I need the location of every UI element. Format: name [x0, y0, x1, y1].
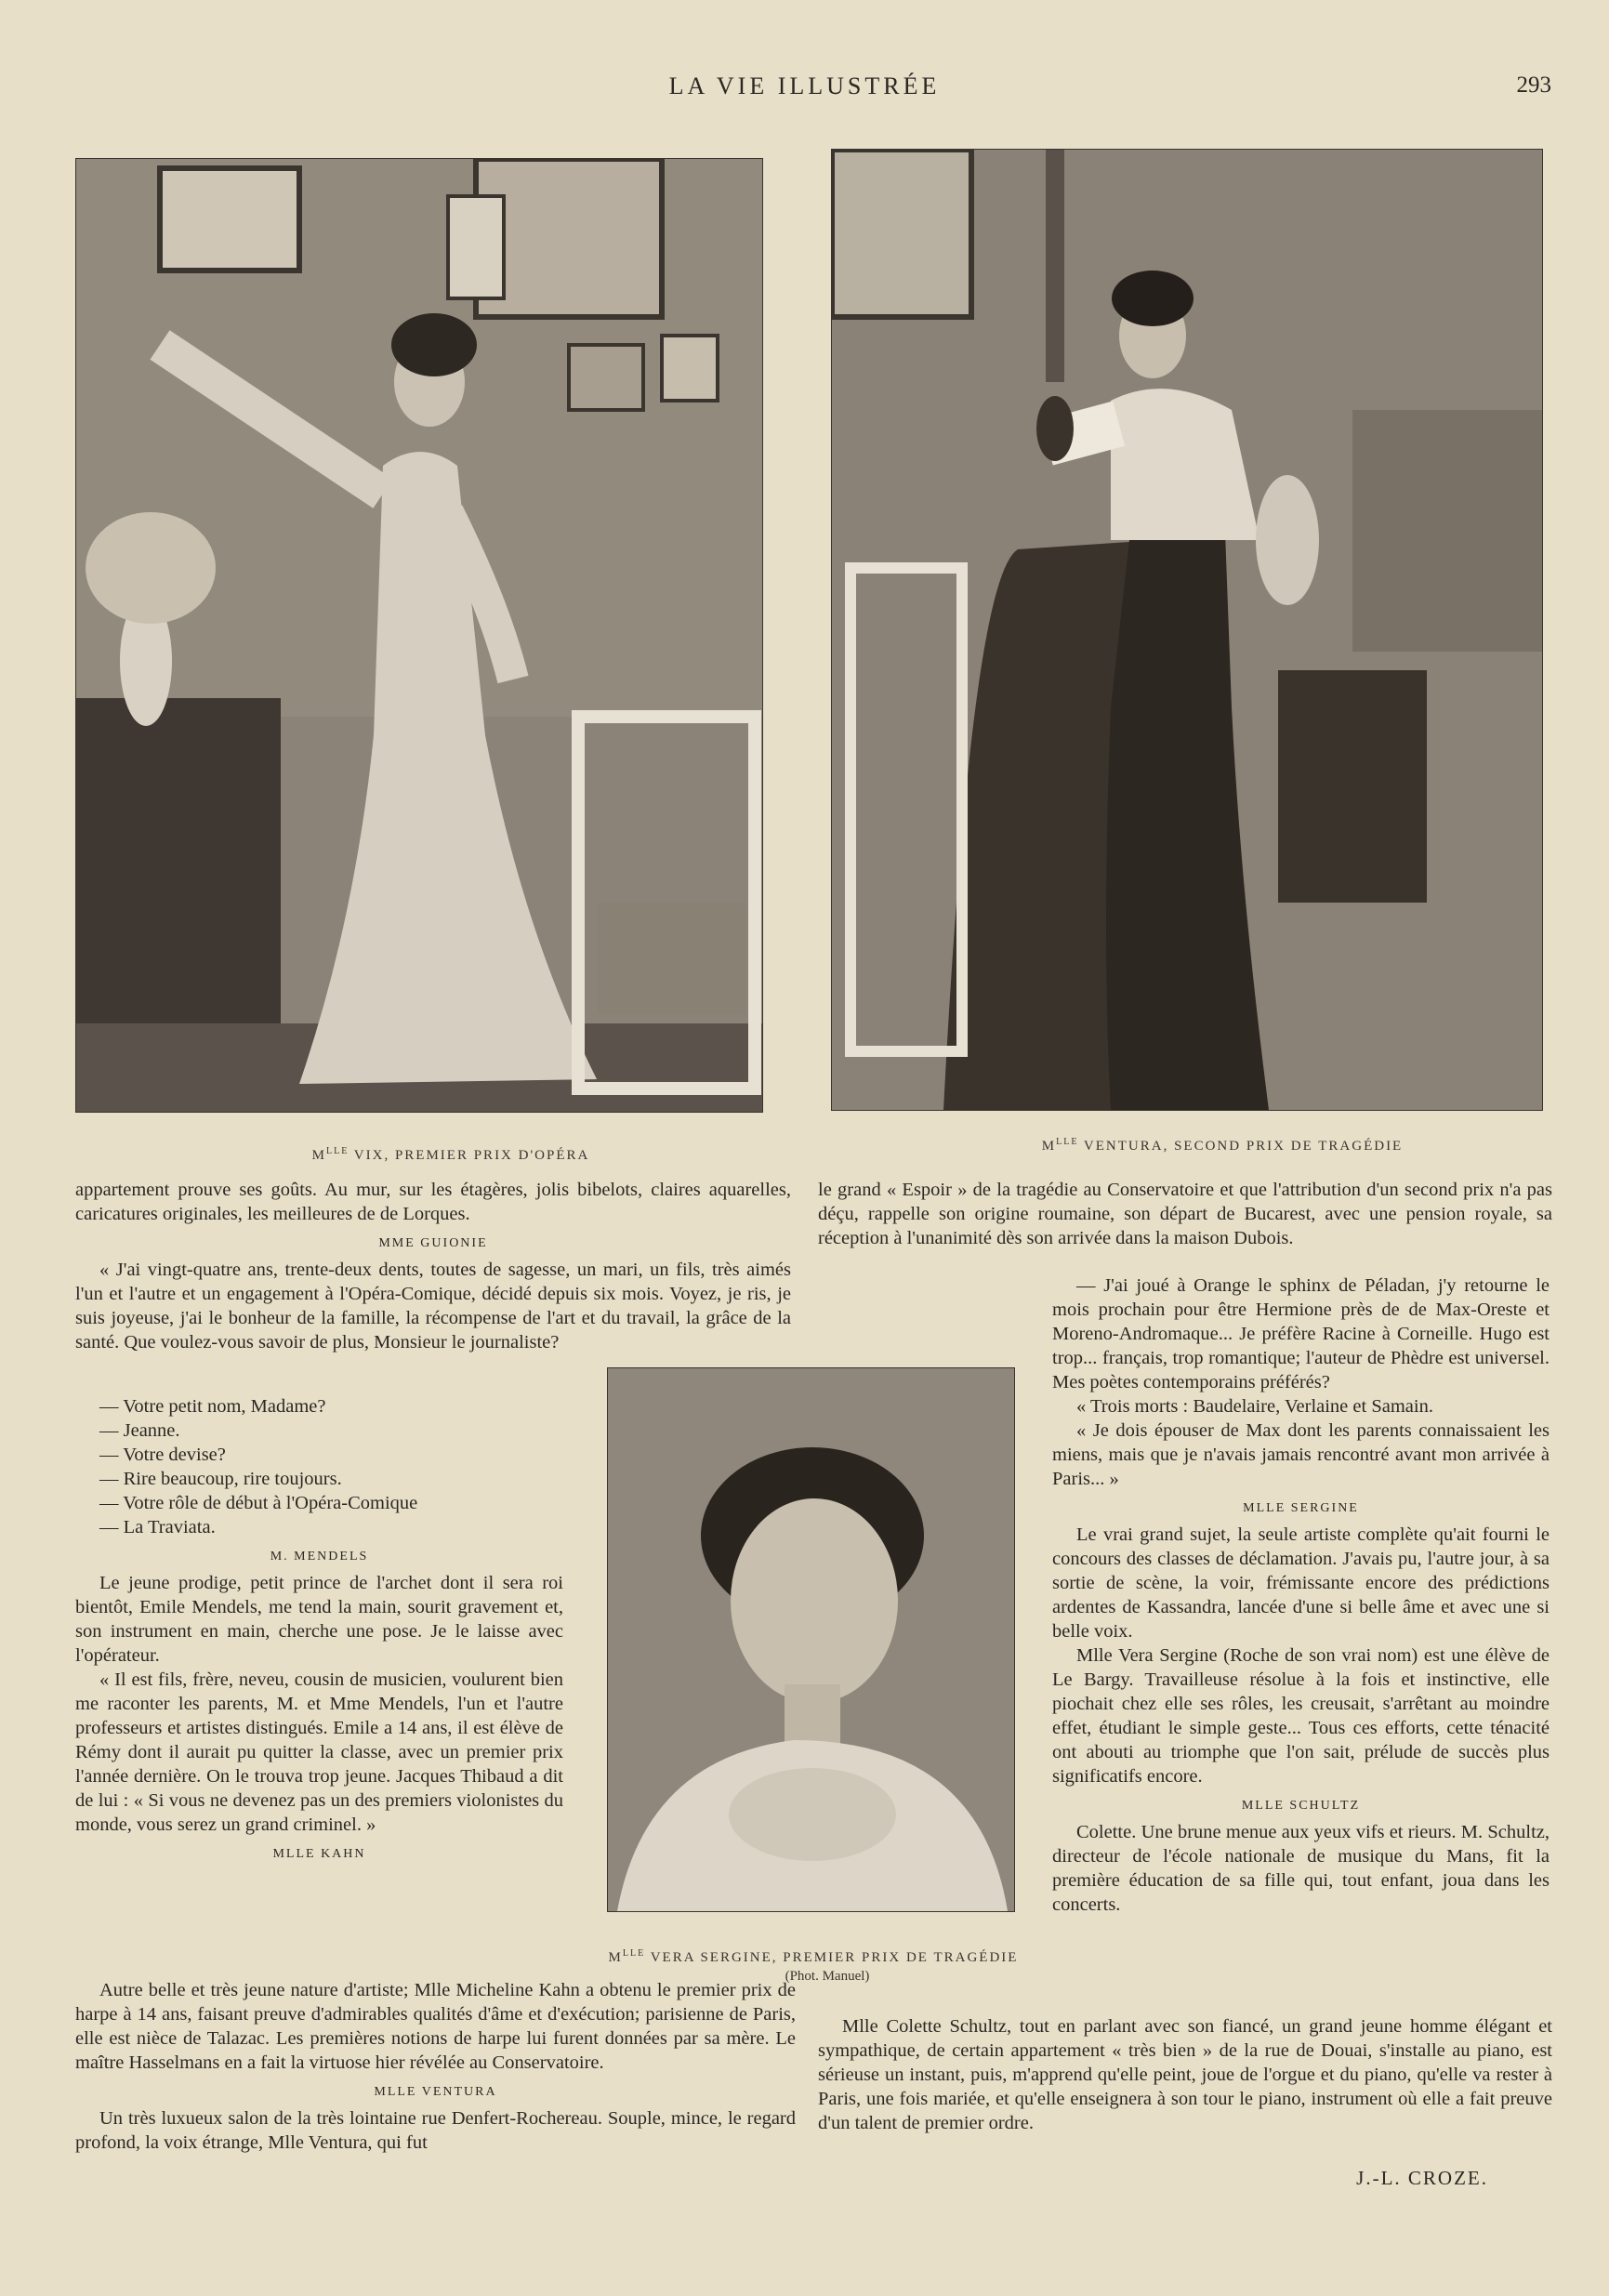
- dialogue-line: — Votre rôle de début à l'Opéra-Comique: [99, 1493, 418, 1513]
- heading-ventura: MLLE VENTURA: [374, 2085, 497, 2099]
- dialogue-line: — Votre devise?: [99, 1445, 226, 1465]
- caption-ventura: [1004, 1137, 1441, 1155]
- caption-sergine-prefix: M: [608, 1950, 623, 1965]
- paragraph-mendels-2: « Il est fils, frère, neveu, cousin de musicien, voulurent bien me raconter les parents, M. et Mme Mendels, l'un et l'autre professeurs et artistes distingués. Emile a 14 ans, il est élève de Rémy dont il aurait pu quitter la classe, avec un premier prix l'année dernière. On le trouva trop jeune. Jacques Thibaud a dit de lui : « Si vous ne devenez pas un des premiers violonistes du monde, vous serez un grand criminel. »: [75, 1669, 563, 1835]
- paragraph-mendels-1: Le jeune prodige, petit prince de l'archet dont il sera roi bientôt, Emile Mendels, me tend la main, sourit gravement et, son instrument en main, cherche une pose. Je le laisse avec l'opérateur.: [75, 1573, 563, 1666]
- heading-mendels: M. MENDELS: [270, 1550, 369, 1564]
- paragraph-ventura: Un très luxueux salon de la très lointaine rue Denfert-Rochereau. Souple, mince, le regard profond, la voix étrange, Mlle Ventura, qui fut: [75, 2108, 796, 2153]
- photo-ventura-illustration: [832, 150, 1542, 1110]
- left-column-narrow: [75, 1394, 563, 1868]
- paragraph-sergine-2: Mlle Vera Sergine (Roche de son vrai nom) est une élève de Le Bargy. Travailleuse résolue à la fois et instinctive, elle piochait chez elle ses rôles, les creusait, s'arrêtant au moindre effet, étudiant le simple geste... Tous ces efforts, cette ténacité ont abouti au triomphe que l'on sait, prélude de succès plus significatifs encore.: [1052, 1645, 1550, 1787]
- left-column-top: [75, 1178, 791, 1354]
- photo-vix: [75, 158, 763, 1113]
- paragraph-ventura-2: le grand « Espoir » de la tragédie au Conservatoire et que l'attribution d'un second prix n'a pas déçu, rappelle son origine roumaine, son départ de Bucarest, avec une pension royale, sa réception à l'unanimité dès son arrivée dans la maison Dubois.: [818, 1180, 1552, 1248]
- heading-sergine: MLLE SERGINE: [1243, 1501, 1359, 1515]
- heading-kahn: MLLE KAHN: [272, 1847, 366, 1861]
- caption-vix-text: VIX, PREMIER PRIX D'OPÉRA: [353, 1148, 590, 1163]
- paragraph-ventura-4: « Trois morts : Baudelaire, Verlaine et Samain.: [1076, 1396, 1433, 1417]
- right-column-top: [818, 1178, 1552, 1250]
- photo-ventura: [831, 149, 1543, 1111]
- paragraph-intro: appartement prouve ses goûts. Au mur, sur les étagères, jolis bibelots, claires aquarelles, caricatures originales, les meilleures de de Lorques.: [75, 1180, 791, 1224]
- dialogue-line: — La Traviata.: [99, 1517, 216, 1537]
- dialogue-line: — Jeanne.: [99, 1420, 180, 1441]
- paragraph-kahn: Autre belle et très jeune nature d'artiste; Mlle Micheline Kahn a obtenu le premier prix de harpe à 14 ans, faisant preuve d'admirables qualités d'âme et d'exécution; parisienne de Paris, elle est nièce de Talazac. Les premières notions de harpe lui furent données par sa mère. Le maître Hasselmans en a fait la virtuose hier révélée au Conservatoire.: [75, 1980, 796, 2073]
- caption-vix: [251, 1146, 651, 1164]
- paragraph-ventura-3: — J'ai joué à Orange le sphinx de Péladan, j'y retourne le mois prochain pour être Hermione près de de Max-Oreste et Moreno-Andromaque... Je préfère Racine à Corneille. Hugo est trop... français, trop romantique; l'auteur de Phèdre est universel. Mes poètes contemporains préférés?: [1052, 1275, 1550, 1392]
- paragraph-schultz-1: Colette. Une brune menue aux yeux vifs et rieurs. M. Schultz, directeur de l'école nationale de musique du Mans, fit la première éducation de sa fille qui, tout enfant, joua dans les concerts.: [1052, 1822, 1550, 1915]
- right-column-narrow: [1052, 1273, 1550, 1917]
- author-signature: J.-L. CROZE.: [1356, 2167, 1488, 2189]
- heading-schultz: MLLE SCHULTZ: [1241, 1799, 1361, 1813]
- paragraph-guionie-1: « J'ai vingt-quatre ans, trente-deux dents, toutes de sagesse, un mari, un fils, très aimés l'un et l'autre et un engagement à l'Opéra-Comique, décidé depuis six mois. Voyez, je ris, je suis joyeuse, j'ai le bonheur de la famille, la récompense de l'art et du travail, la grâce de la santé. Que voulez-vous savoir de plus, Monsieur le journaliste?: [75, 1260, 791, 1353]
- paragraph-schultz-2: Mlle Colette Schultz, tout en parlant avec son fiancé, un grand jeune homme élégant et sympathique, de certain appartement « très bien » de la rue de Douai, s'installe au piano, est sérieuse un instant, puis, m'apprend qu'elle peint, joue de l'orgue et du piano, qu'elle va rester à Paris, une fois mariée, et qu'elle enseignera à son tour le piano, instrument où elle a fait preuve d'un talent de premier ordre.: [818, 2016, 1552, 2133]
- caption-sergine-text: VERA SERGINE, PREMIER PRIX DE TRAGÉDIE: [650, 1950, 1019, 1965]
- right-column-bottom: [818, 2014, 1552, 2135]
- running-head-title: LA VIE ILLUSTRÉE: [668, 73, 941, 99]
- photo-sergine-illustration: [608, 1368, 1014, 1911]
- photo-vix-illustration: [76, 159, 762, 1112]
- dialogue-line: — Rire beaucoup, rire toujours.: [99, 1469, 342, 1489]
- caption-ventura-prefix-sup: LLE: [1056, 1137, 1079, 1147]
- page-number: 293: [1516, 73, 1551, 98]
- caption-vix-prefix-sup: LLE: [325, 1146, 349, 1156]
- caption-sergine-prefix-sup: LLE: [622, 1948, 646, 1959]
- paragraph-sergine-1: Le vrai grand sujet, la seule artiste complète qu'ait fourni le concours des classes de déclamation. J'avais pu, l'autre jour, à sa sortie de scène, la voir, frémissante encore des prédictions ardentes de Kassandra, lancée d'une si belle âme et avec une si belle voix.: [1052, 1524, 1550, 1642]
- photo-sergine: [607, 1367, 1015, 1912]
- left-column-bottom: [75, 1978, 796, 2155]
- caption-sergine-credit: (Phot. Manuel): [785, 1969, 870, 1984]
- dialogue-line: — Votre petit nom, Madame?: [99, 1396, 326, 1417]
- caption-vix-prefix: M: [311, 1148, 326, 1163]
- paragraph-ventura-5: « Je dois épouser de Max dont les parents connaissaient les miens, mais que je n'avais jamais rencontré avant mon arrivée à Paris... »: [1052, 1420, 1550, 1489]
- caption-sergine: [595, 1948, 1032, 1966]
- heading-guionie: MME GUIONIE: [378, 1236, 488, 1250]
- caption-ventura-prefix: M: [1041, 1139, 1057, 1154]
- caption-ventura-text: VENTURA, SECOND PRIX DE TRAGÉDIE: [1083, 1139, 1404, 1154]
